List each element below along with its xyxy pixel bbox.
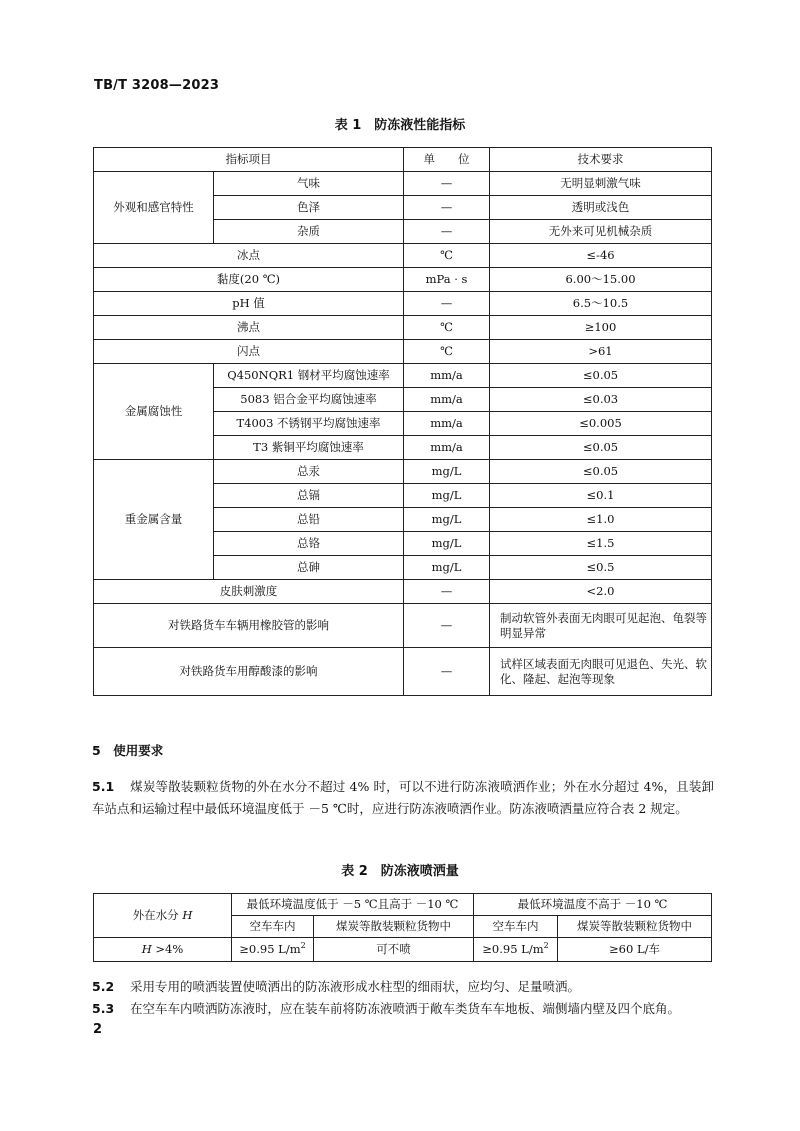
value-cell [232, 938, 314, 962]
requirement-cell: 透明或浅色 [490, 196, 712, 220]
page-number: 2 [93, 1022, 103, 1037]
value-text: ≥0.95 L/m [482, 942, 544, 956]
requirement-cell: ≤0.05 [490, 364, 712, 388]
clause-number: 5.3 [92, 1001, 115, 1016]
table-row [94, 364, 712, 388]
item-cell: pH 值 [94, 292, 404, 316]
value-cell [474, 938, 558, 962]
unit-cell: — [404, 580, 490, 604]
moisture-threshold: >4% [151, 942, 184, 956]
unit-cell: mm/a [404, 436, 490, 460]
requirement-cell: ≤0.03 [490, 388, 712, 412]
unit-cell: mg/L [404, 460, 490, 484]
header-group-2: 最低环境温度不高于 －10 ℃ [474, 894, 712, 916]
value-cell: ≥60 L/车 [558, 938, 712, 962]
group-corrosion: 金属腐蚀性 [94, 364, 214, 460]
unit-cell: ℃ [404, 316, 490, 340]
item-cell: 色泽 [214, 196, 404, 220]
item-cell: 总砷 [214, 556, 404, 580]
section-5-heading: 5 使用要求 [92, 743, 164, 758]
header-item: 指标项目 [94, 148, 404, 172]
subheader-cell: 空车车内 [474, 916, 558, 938]
moisture-variable: H [182, 908, 193, 922]
unit-cell: mm/a [404, 412, 490, 436]
requirement-cell: 6.5～10.5 [490, 292, 712, 316]
table-row [94, 648, 712, 696]
group-heavy-metals: 重金属含量 [94, 460, 214, 580]
requirement-cell: 制动软管外表面无肉眼可见起泡、龟裂等明显异常 [490, 604, 712, 648]
table-row [94, 340, 712, 364]
table-header-row [94, 894, 712, 916]
unit-cell: mg/L [404, 532, 490, 556]
item-cell: 皮肤刺激度 [94, 580, 404, 604]
subheader-cell: 煤炭等散装颗粒货物中 [558, 916, 712, 938]
unit-cell: ℃ [404, 244, 490, 268]
subheader-cell: 煤炭等散装颗粒货物中 [314, 916, 474, 938]
requirement-cell: ≤0.05 [490, 436, 712, 460]
clause-number: 5.2 [92, 979, 115, 994]
requirement-cell: 无明显刺激气味 [490, 172, 712, 196]
moisture-cell [94, 938, 232, 962]
value-text: ≥0.95 L/m [239, 942, 301, 956]
item-cell: 杂质 [214, 220, 404, 244]
unit-cell: mm/a [404, 364, 490, 388]
item-cell: 对铁路货车车辆用橡胶管的影响 [94, 604, 404, 648]
unit-cell: — [404, 220, 490, 244]
value-cell: 可不喷 [314, 938, 474, 962]
header-group-1: 最低环境温度低于 －5 ℃且高于 －10 ℃ [232, 894, 474, 916]
table-row [94, 172, 712, 196]
subheader-cell: 空车车内 [232, 916, 314, 938]
requirement-cell: ≤1.0 [490, 508, 712, 532]
item-cell: 5083 铝合金平均腐蚀速率 [214, 388, 404, 412]
table-row [94, 580, 712, 604]
paragraph-5-2 [92, 977, 732, 997]
header-moisture [94, 894, 232, 938]
clause-text: 在空车车内喷洒防冻液时，应在装车前将防冻液喷洒于敞车类货车车地板、端侧墙内壁及四个底角。 [130, 1001, 681, 1016]
header-moisture-label: 外在水分 [132, 908, 183, 922]
standard-code: TB/T 3208—2023 [94, 78, 220, 93]
unit-cell: — [404, 196, 490, 220]
requirement-cell: 6.00～15.00 [490, 268, 712, 292]
unit-cell: — [404, 648, 490, 696]
requirement-cell: ≤0.5 [490, 556, 712, 580]
unit-cell: mg/L [404, 556, 490, 580]
unit-cell: mg/L [404, 508, 490, 532]
item-cell: 黏度(20 ℃) [94, 268, 404, 292]
requirement-cell: ≤0.05 [490, 460, 712, 484]
requirement-cell: ≤-46 [490, 244, 712, 268]
table-header-row [94, 148, 712, 172]
table-row [94, 316, 712, 340]
table-row [94, 292, 712, 316]
clause-text: 煤炭等散装颗粒货物的外在水分不超过 4% 时，可以不进行防冻液喷洒作业；外在水分超过 4%，且装卸车站点和运输过程中最低环境温度低于 －5 ℃时，应进行防冻液喷洒作业。防冻液喷洒量应符合表 2 规定。 [92, 779, 714, 816]
table-row [94, 268, 712, 292]
item-cell: 对铁路货车用醇酸漆的影响 [94, 648, 404, 696]
superscript: 2 [543, 941, 549, 951]
paragraph-5-3 [92, 999, 732, 1019]
requirement-cell: <2.0 [490, 580, 712, 604]
item-cell: 闪点 [94, 340, 404, 364]
clause-text: 采用专用的喷洒装置使喷洒出的防冻液形成水柱型的细雨状，应均匀、足量喷洒。 [130, 979, 581, 994]
requirement-cell: 试样区域表面无肉眼可见退色、失光、软化、隆起、起泡等现象 [490, 648, 712, 696]
paragraph-5-1 [92, 776, 714, 820]
unit-cell: mPa · s [404, 268, 490, 292]
table-row [94, 244, 712, 268]
table1-caption: 表 1 防冻液性能指标 [334, 118, 466, 133]
table-row [94, 460, 712, 484]
requirement-cell: ≤0.005 [490, 412, 712, 436]
item-cell: 总汞 [214, 460, 404, 484]
item-cell: 总铬 [214, 532, 404, 556]
unit-cell: mg/L [404, 484, 490, 508]
group-appearance: 外观和感官特性 [94, 172, 214, 244]
requirement-cell: ≤1.5 [490, 532, 712, 556]
table-row [94, 604, 712, 648]
requirement-cell: >61 [490, 340, 712, 364]
header-requirement: 技术要求 [490, 148, 712, 172]
item-cell: 冰点 [94, 244, 404, 268]
clause-number: 5.1 [92, 779, 115, 794]
requirement-cell: ≥100 [490, 316, 712, 340]
header-unit: 单 位 [404, 148, 490, 172]
table-row [94, 938, 712, 962]
requirement-cell: 无外来可见机械杂质 [490, 220, 712, 244]
item-cell: 总镉 [214, 484, 404, 508]
unit-cell: mm/a [404, 388, 490, 412]
unit-cell: ℃ [404, 340, 490, 364]
item-cell: T3 紫铜平均腐蚀速率 [214, 436, 404, 460]
unit-cell: — [404, 292, 490, 316]
item-cell: 总铅 [214, 508, 404, 532]
spray-amount-table [93, 893, 712, 962]
item-cell: 沸点 [94, 316, 404, 340]
moisture-variable: H [141, 942, 152, 956]
item-cell: T4003 不锈钢平均腐蚀速率 [214, 412, 404, 436]
superscript: 2 [300, 941, 306, 951]
table2-caption: 表 2 防冻液喷洒量 [341, 864, 459, 879]
unit-cell: — [404, 172, 490, 196]
item-cell: 气味 [214, 172, 404, 196]
unit-cell: — [404, 604, 490, 648]
performance-table [93, 147, 712, 696]
requirement-cell: ≤0.1 [490, 484, 712, 508]
item-cell: Q450NQR1 钢材平均腐蚀速率 [214, 364, 404, 388]
